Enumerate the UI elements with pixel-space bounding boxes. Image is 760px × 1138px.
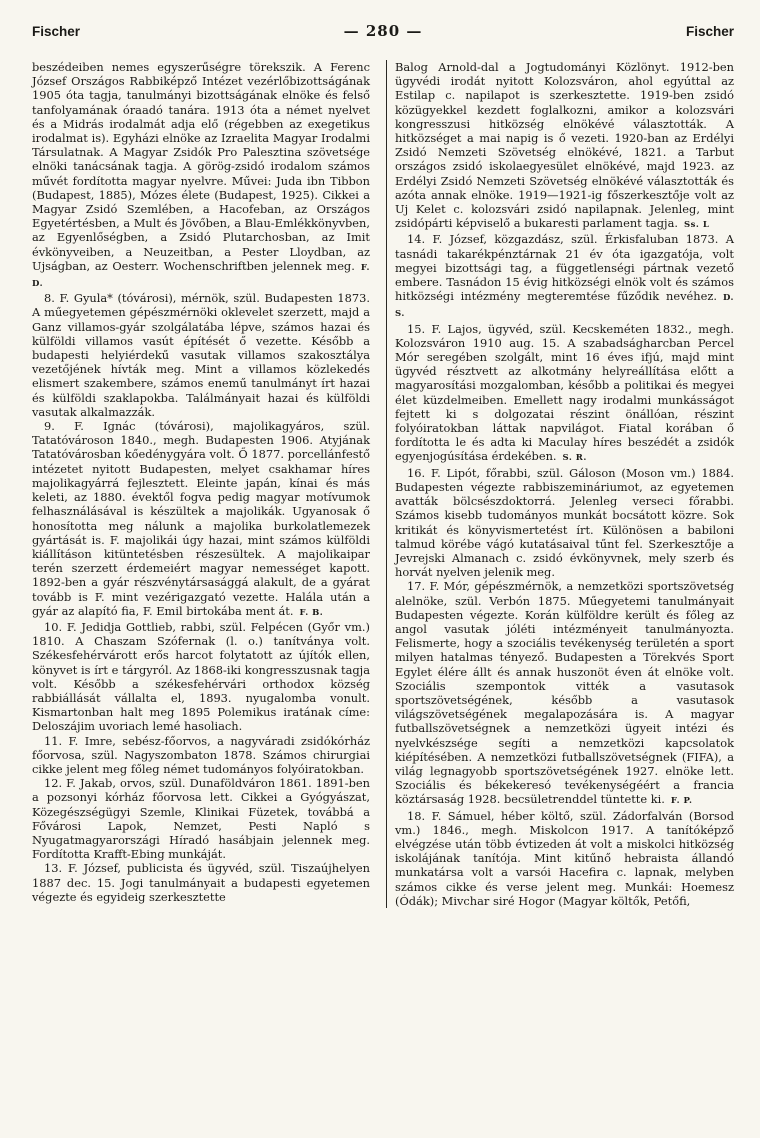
entry-paragraph: Balog Arnold-dal a Jogtudományi Közlönyt. 1912-ben ügyvédi irodát nyitott Kolozsváron, ahol egyúttal az Estilap c. napilapot is szerkesztette. 1919-ben zsidó közügyekkel kezdett foglalkozni, amikor a kolozsvári kongresszusi hitközség elnökévé választották. A hitközséget a mai napig is ő vezeti. 1920-ban az Erdélyi Zsidó Nemzeti Szövetség elnökévé, 1821. a Tarbut országos zsidó iskolaegyesület elnökévé, majd 1923. az Erdélyi Zsidó Nemzeti Szövetség elnökévé választották és azóta annak elnöke. 1919—1921-ig főszerkesztője volt az Uj Kelet c. kolozsvári zsidó napilapnak. Jelenleg, mint zsidópárti képviselő a bukaresti parlament tagja. Ss. L: [395, 60, 734, 231]
entry-paragraph: 11. F. Imre, sebész-főorvos, a nagyváradi zsidókórház főorvosa, szül. Nagyszombaton 1878. Számos chirurgiai cikke jelent meg főleg német tudományos folyóiratokban.: [32, 733, 370, 776]
author-signature: F. B.: [299, 607, 324, 618]
entry-paragraph: 14. F. József, közgazdász, szül. Érkisfaluban 1873. A tasnádi takarékpénztárnak 21 év óta igazgatója, volt megyei bizottsági tag, a függetlenségi pártnak vezető embere. Tasnádon 15 évig hitközségi elnök volt és számos hitközségi intézmény megteremtése fűződik nevéhez. D. S.: [395, 232, 734, 320]
page-number: — 280 —: [343, 22, 423, 40]
entry-paragraph: 9. F. Ignác (tóvárosi), majolikagyáros, szül. Tatatóvároson 1840., megh. Budapesten 1906. Atyjának Tatatóvárosban kőedénygyára volt. Ő 1877. porcellánfestő intézetet nyitott Budapesten, melyet csakhamar híres majolikagyárrá fejlesztett. Eleinte japán, kínai és más keleti, az 1880. évektől fogva pedig magyar motívumok felhasználásával is készültek a majolikák. Ugyanosak ő honosította meg nálunk a majolika burkolatlemezek gyártását is. F. majolikái úgy hazai, mint számos külföldi kiállításon kitüntetésben részesültek. A majolikaipar terén szerzett érdemeiért magyar nemességet kapott. 1892-ben a gyár részvénytársasággá alakult, de a gyárat tovább is F. mint vezérigazgató vezette. Halála után a gyár az alapító fia, F. Emil birtokába ment át. F. B.: [32, 419, 370, 618]
author-signature: D. S.: [395, 293, 734, 320]
entry-paragraph: 10. F. Jedidja Gottlieb, rabbi, szül. Felpécen (Győr vm.) 1810. A Chaszam Szófernak (l. o.) tanítványa volt. Székesfehérvárott erős harcot folytatott az újítók ellen, könyvet is írt e tárgyról. Az 1868-iki kongresszusnak tagja volt. Később a székesfehérvári orthodox község rabbiállását vállalta el, 1893. nyugalomba vonult. Kismartonban halt meg 1895 Polemikus iratának címe: Deloszájim uvoriach lemé hasoliach.: [32, 619, 370, 734]
author-signature: Ss. L: [683, 220, 710, 231]
entry-paragraph: 12. F. Jakab, orvos, szül. Dunaföldváron 1861. 1891-ben a pozsonyi kórház főorvosa lett. Cikkei a Gyógyászat, Közegészségügyi Szemle, Klinikai Füzetek, továbbá a Fővárosi Lapok, Nemzet, Pesti Napló s Nyugatmagyarországi Híradó hasábjain jelennek meg. Fordította Krafft-Ebing munkáját.: [32, 776, 370, 862]
entry-paragraph: 8. F. Gyula* (tóvárosi), mérnök, szül. Budapesten 1873. A műegyetemen gépészmérnöki oklevelet szerzett, majd a Ganz villamos-gyár szolgálatába lépve, számos hazai és külföldi villamos vasút építését ő vezette. Később a budapesti helyiérdekű vasutak villamos szakosztálya vezetőjének hívták meg. Mint a villamos közlekedés elismert szakembere, számos enemű tanulmányt írt hazai és külföldi szaklapokba. Találmányait hazai és külföldi vasutak alkalmazzák.: [32, 291, 370, 419]
entry-paragraph: 16. F. Lipót, főrabbi, szül. Gáloson (Moson vm.) 1884. Budapesten végezte rabbiszemináriumot, az egyetemen avatták bölcsészdoktorrá. Jelenleg versecі főrabbi. Számos kisebb tudományos munkát bocsátott közre. Sok kritikát és könyvismertetést írt. Különösen a babiloni talmud körébe vágó kutatásaival tűnt fel. Szerkesztője a Jevrejski Almanach c. zsidó évkönyvnek, mely szerb és horvát nyelven jelenik meg.: [395, 465, 734, 580]
entry-paragraph: 15. F. Lajos, ügyvéd, szül. Kecskeméten 1832., megh. Kolozsváron 1910 aug. 15. A szabadságharcban Percel Mór seregében szolgált, mint 16 éves ifjú, majd mint ügyvéd résztvett az alkotmány helyreállítása előtt a magyarosítási mozgalomban, később a politikai és megyei élet küzdelmeiben. Emellett nagy irodalmi munkásságot fejtett ki s dolgozatai részint önállóan, részint folyóiratokban láttak napvilágot. Fiatal korában ő fordította le és adta ki Maculay híres beszédét a zsidók egyenjogúsítása érdekében. S. R.: [395, 321, 734, 464]
entry-paragraph: 13. F. József, publicista és ügyvéd, szül. Tiszaújhelyen 1887 dec. 15. Jogi tanulmányait a budapesti egyetemen végezte és egyideig szerkesztette: [32, 861, 370, 904]
text-columns: [32, 60, 734, 908]
author-signature: F. P.: [670, 796, 693, 807]
entry-paragraph: 18. F. Sámuel, héber költő, szül. Zádorfalván (Borsod vm.) 1846., megh. Miskolcon 1917. A tanítóképző elvégzése után több évtizeden át volt a miskolci hitközség iskolájának tanítója. Mint kitűnő hebraista állandó munkatársa volt a varsói Hacefira c. lapnak, melyben számos cikke és verse jelent meg. Munkái: Hoemesz (Ódák); Mivchar siré Hogor (Magyar költők, Petőfi,: [395, 808, 734, 908]
author-signature: S. R.: [562, 453, 587, 464]
left-column: [32, 60, 370, 908]
entry-paragraph: 17. F. Mór, gépészmérnök, a nemzetközi sportszövetség alelnöke, szül. Verbón 1875. Műegyetemi tanulmányait Budapesten végezte. Korán külföldre került és főleg az angol vasutak jóléti intézményeit tanulmányozta. Felismerte, hogy a szociális tevékenység területén a sport milyen hatalmas tényező. Budapesten a Törekvés Sport Egylet élére állt és annak huszonöt éven át elnöke volt. Szociális szempontok vitték a vasutasok sportszövetségének, később a vasutasok világszövetségének megalapozására is. A magyar futballszövetségnek a nemzetközi ügyeit intézi és nyelvkészsége segíti a nemzetközi kapcsolatok kiépítésében. A nemzetközi futballszövetségnek (FIFA), a világ legnagyobb sportszövetségének 1927. elnöke lett. Szociális és békekeresó tevékenységéért a francia köztársaság 1928. becsületrenddel tüntette ki. F. P.: [395, 579, 734, 807]
header-left-name: Fischer: [32, 24, 81, 39]
right-column: [386, 60, 734, 908]
entry-paragraph: beszédeiben nemes egyszerűségre törekszik. A Ferenc József Országos Rabbiképző Intézet vezérlőbizottságának 1905 óta tagja, tanulmányi bizottságának elnöke és felső tanfolyamának óraadó tanára. 1913 óta a német nyelvet és a Midrás irodalmát adja elő (régebben az exegetikus irodalmat is). Egyházi elnöke az Izraelita Magyar Irodalmi Társulatnak. A Magyar Zsidók Pro Palesztina szövetsége elnöki tanácsának tagja. A görög-zsidó irodalom számos művét fordította magyar nyelvre. Művei: Juda ibn Tibbon (Budapest, 1885), Mózes élete (Budapest, 1925). Cikkei a Magyar Zsidó Szemlében, a Hacofeban, az Országos Egyetértésben, a Mult és Jövőben, a Blau-Emlékkönyvben, az Egyenlőségben, a Zsidó Plutarchosban, az Imit évkönyveiben, a Neuzeitban, a Pester Lloydban, az Ujságban, az Oesterr. Wochenschriftben jelennek meg. F. D.: [32, 60, 370, 290]
header-right-name: Fischer: [685, 24, 734, 39]
running-header: [32, 22, 734, 50]
author-signature: F. D.: [32, 262, 370, 290]
